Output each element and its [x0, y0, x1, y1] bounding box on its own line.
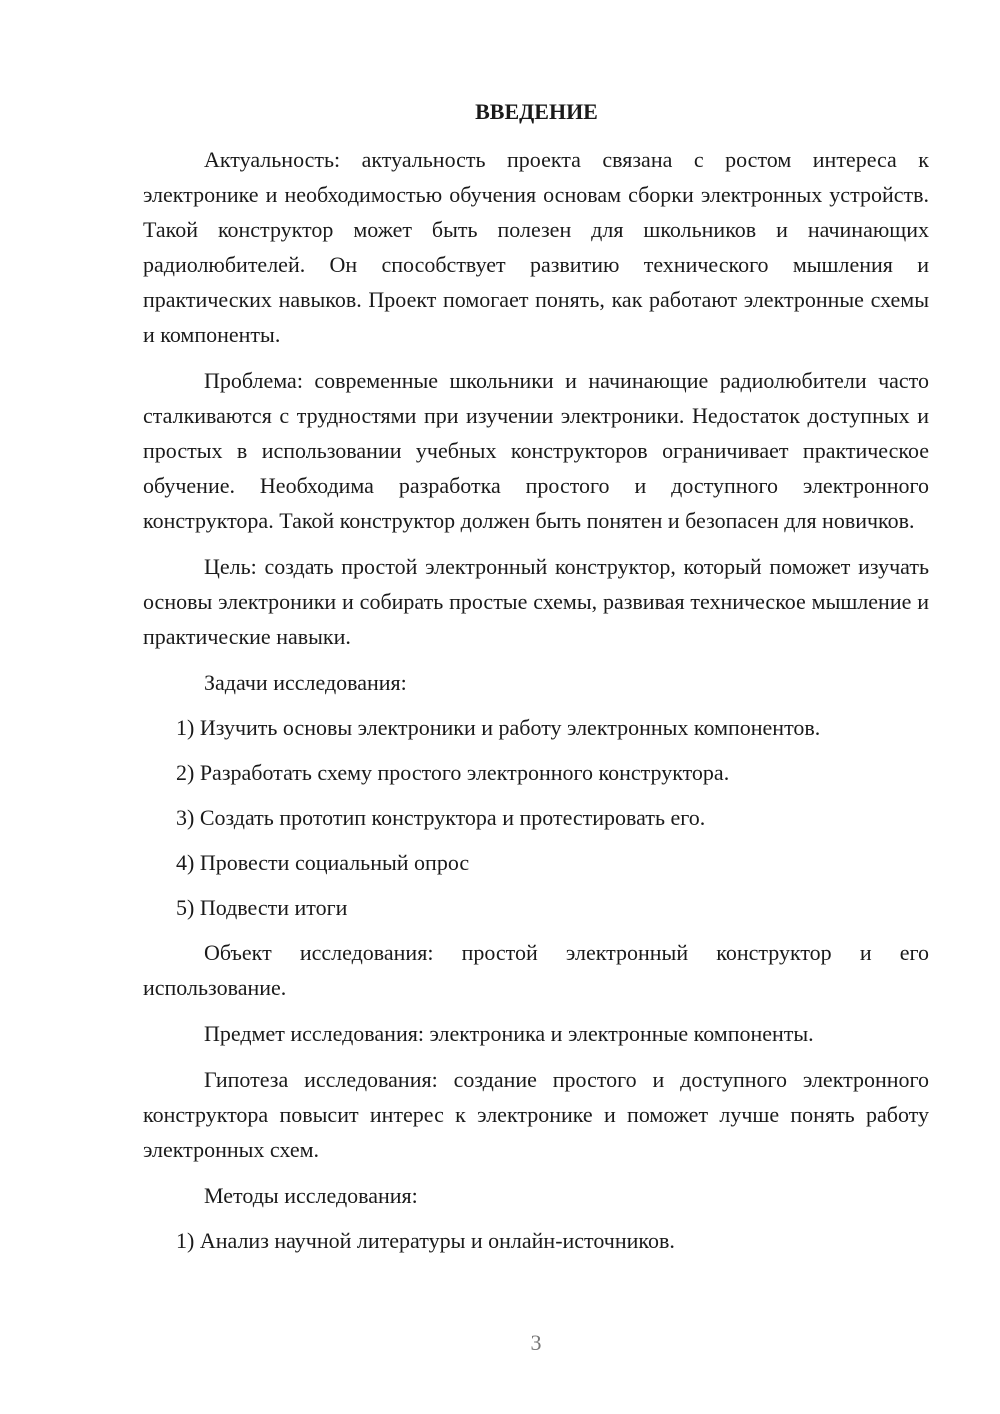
- page-number: 3: [530, 1330, 542, 1355]
- paragraph-goal: Цель: создать простой электронный конструктор, который поможет изучать основы электроники и собирать простые схемы, развивая техническое мышление и практические навыки.: [143, 554, 929, 649]
- page-title: ВВЕДЕНИЕ: [475, 99, 598, 124]
- task-item: 5) Подвести итоги: [176, 895, 348, 920]
- methods-heading: Методы исследования:: [204, 1183, 418, 1208]
- task-item: 3) Создать прототип конструктора и протестировать его.: [176, 805, 706, 830]
- task-item: 2) Разработать схему простого электронного конструктора.: [176, 760, 730, 785]
- task-item: 4) Провести социальный опрос: [176, 850, 470, 875]
- document-page: [143, 94, 929, 1268]
- method-item: 1) Анализ научной литературы и онлайн-источников.: [176, 1228, 675, 1253]
- paragraph-object: Объект исследования: простой электронный конструктор и его использование.: [143, 940, 929, 1000]
- task-item: 1) Изучить основы электроники и работу электронных компонентов.: [176, 715, 821, 740]
- paragraph-hypothesis: Гипотеза исследования: создание простого и доступного электронного конструктора повысит интерес к электронике и поможет лучше понять работу электронных схем.: [143, 1067, 929, 1162]
- tasks-heading: Задачи исследования:: [204, 670, 407, 695]
- paragraph-problem: Проблема: современные школьники и начинающие радиолюбители часто сталкиваются с трудностями при изучении электроники. Недостаток доступных и простых в использовании учебных конструкторов ограничивает практическое обучение. Необходима разработка простого и доступного электронного конструктора. Такой конструктор должен быть понятен и безопасен для новичков.: [143, 368, 929, 533]
- paragraph-relevance: Актуальность: актуальность проекта связана с ростом интереса к электронике и необходимостью обучения основам сборки электронных устройств. Такой конструктор может быть полезен для школьников и начинающих радиолюбителей. Он способствует развитию технического мышления и практических навыков. Проект помогает понять, как работают электронные схемы и компоненты.: [143, 147, 929, 347]
- paragraph-subject: Предмет исследования: электроника и электронные компоненты.: [204, 1021, 814, 1046]
